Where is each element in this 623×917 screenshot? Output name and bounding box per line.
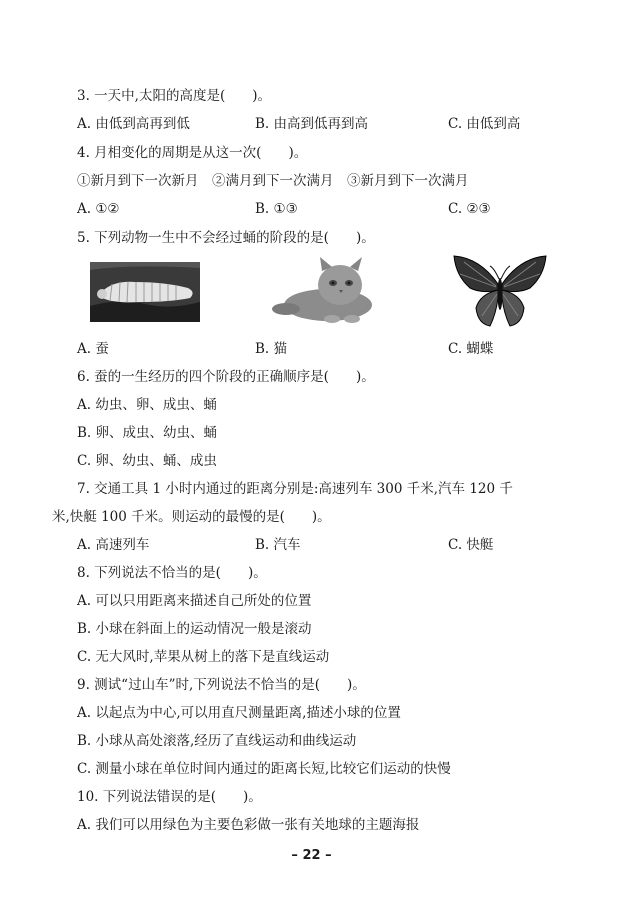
q5-stem: 5. 下列动物一生中不会经过蛹的阶段的是( )。	[77, 230, 375, 246]
q6-option-c: C. 卵、幼虫、蛹、成虫	[77, 453, 217, 469]
q3-option-a: A. 由低到高再到低	[77, 116, 190, 132]
q4-option-a: A. ①②	[77, 201, 120, 217]
q5-option-b: B. 猫	[255, 341, 288, 357]
q8-option-a: A. 可以只用距离来描述自己所处的位置	[77, 593, 312, 609]
q9-stem: 9. 测试“过山车”时,下列说法不恰当的是( )。	[77, 677, 366, 693]
q9-option-b: B. 小球从高处滚落,经历了直线运动和曲线运动	[77, 733, 357, 749]
q4-statements: ①新月到下一次新月 ②满月到下一次满月 ③新月到下一次满月	[77, 173, 469, 189]
silkworm-image	[90, 262, 200, 322]
q3-stem: 3. 一天中,太阳的高度是( )。	[77, 88, 271, 104]
q8-option-b: B. 小球在斜面上的运动情况一般是滚动	[77, 621, 312, 637]
q3-option-c: C. 由低到高	[448, 116, 521, 132]
q7-stem-line1: 7. 交通工具 1 小时内通过的距离分别是:高速列车 300 千米,汽车 120 千	[77, 481, 513, 497]
q6-option-a: A. 幼虫、卵、成虫、蛹	[77, 397, 217, 413]
q6-option-b: B. 卵、成虫、幼虫、蛹	[77, 425, 218, 441]
q5-option-c: C. 蝴蝶	[448, 341, 494, 357]
q4-option-b: B. ①③	[255, 201, 298, 217]
q6-stem: 6. 蚕的一生经历的四个阶段的正确顺序是( )。	[77, 369, 375, 385]
q8-stem: 8. 下列说法不恰当的是( )。	[77, 565, 267, 581]
q10-stem: 10. 下列说法错误的是( )。	[77, 789, 262, 805]
butterfly-image	[450, 254, 550, 330]
q5-option-a: A. 蚕	[77, 341, 109, 357]
q9-option-c: C. 测量小球在单位时间内通过的距离长短,比较它们运动的快慢	[77, 761, 451, 777]
q4-option-c: C. ②③	[448, 201, 491, 217]
q3-option-b: B. 由高到低再到高	[255, 116, 369, 132]
q9-option-a: A. 以起点为中心,可以用直尺测量距离,描述小球的位置	[77, 705, 401, 721]
page-number: – 22 –	[291, 848, 332, 863]
q7-option-c: C. 快艇	[448, 537, 494, 553]
q8-option-c: C. 无大风时,苹果从树上的落下是直线运动	[77, 649, 330, 665]
q4-stem: 4. 月相变化的周期是从这一次( )。	[77, 145, 308, 161]
q7-stem-line2: 米,快艇 100 千米。则运动的最慢的是( )。	[52, 509, 331, 525]
q7-option-b: B. 汽车	[255, 537, 301, 553]
q10-option-a: A. 我们可以用绿色为主要色彩做一张有关地球的主题海报	[77, 817, 420, 833]
cat-image	[270, 257, 380, 327]
q7-option-a: A. 高速列车	[77, 537, 150, 553]
